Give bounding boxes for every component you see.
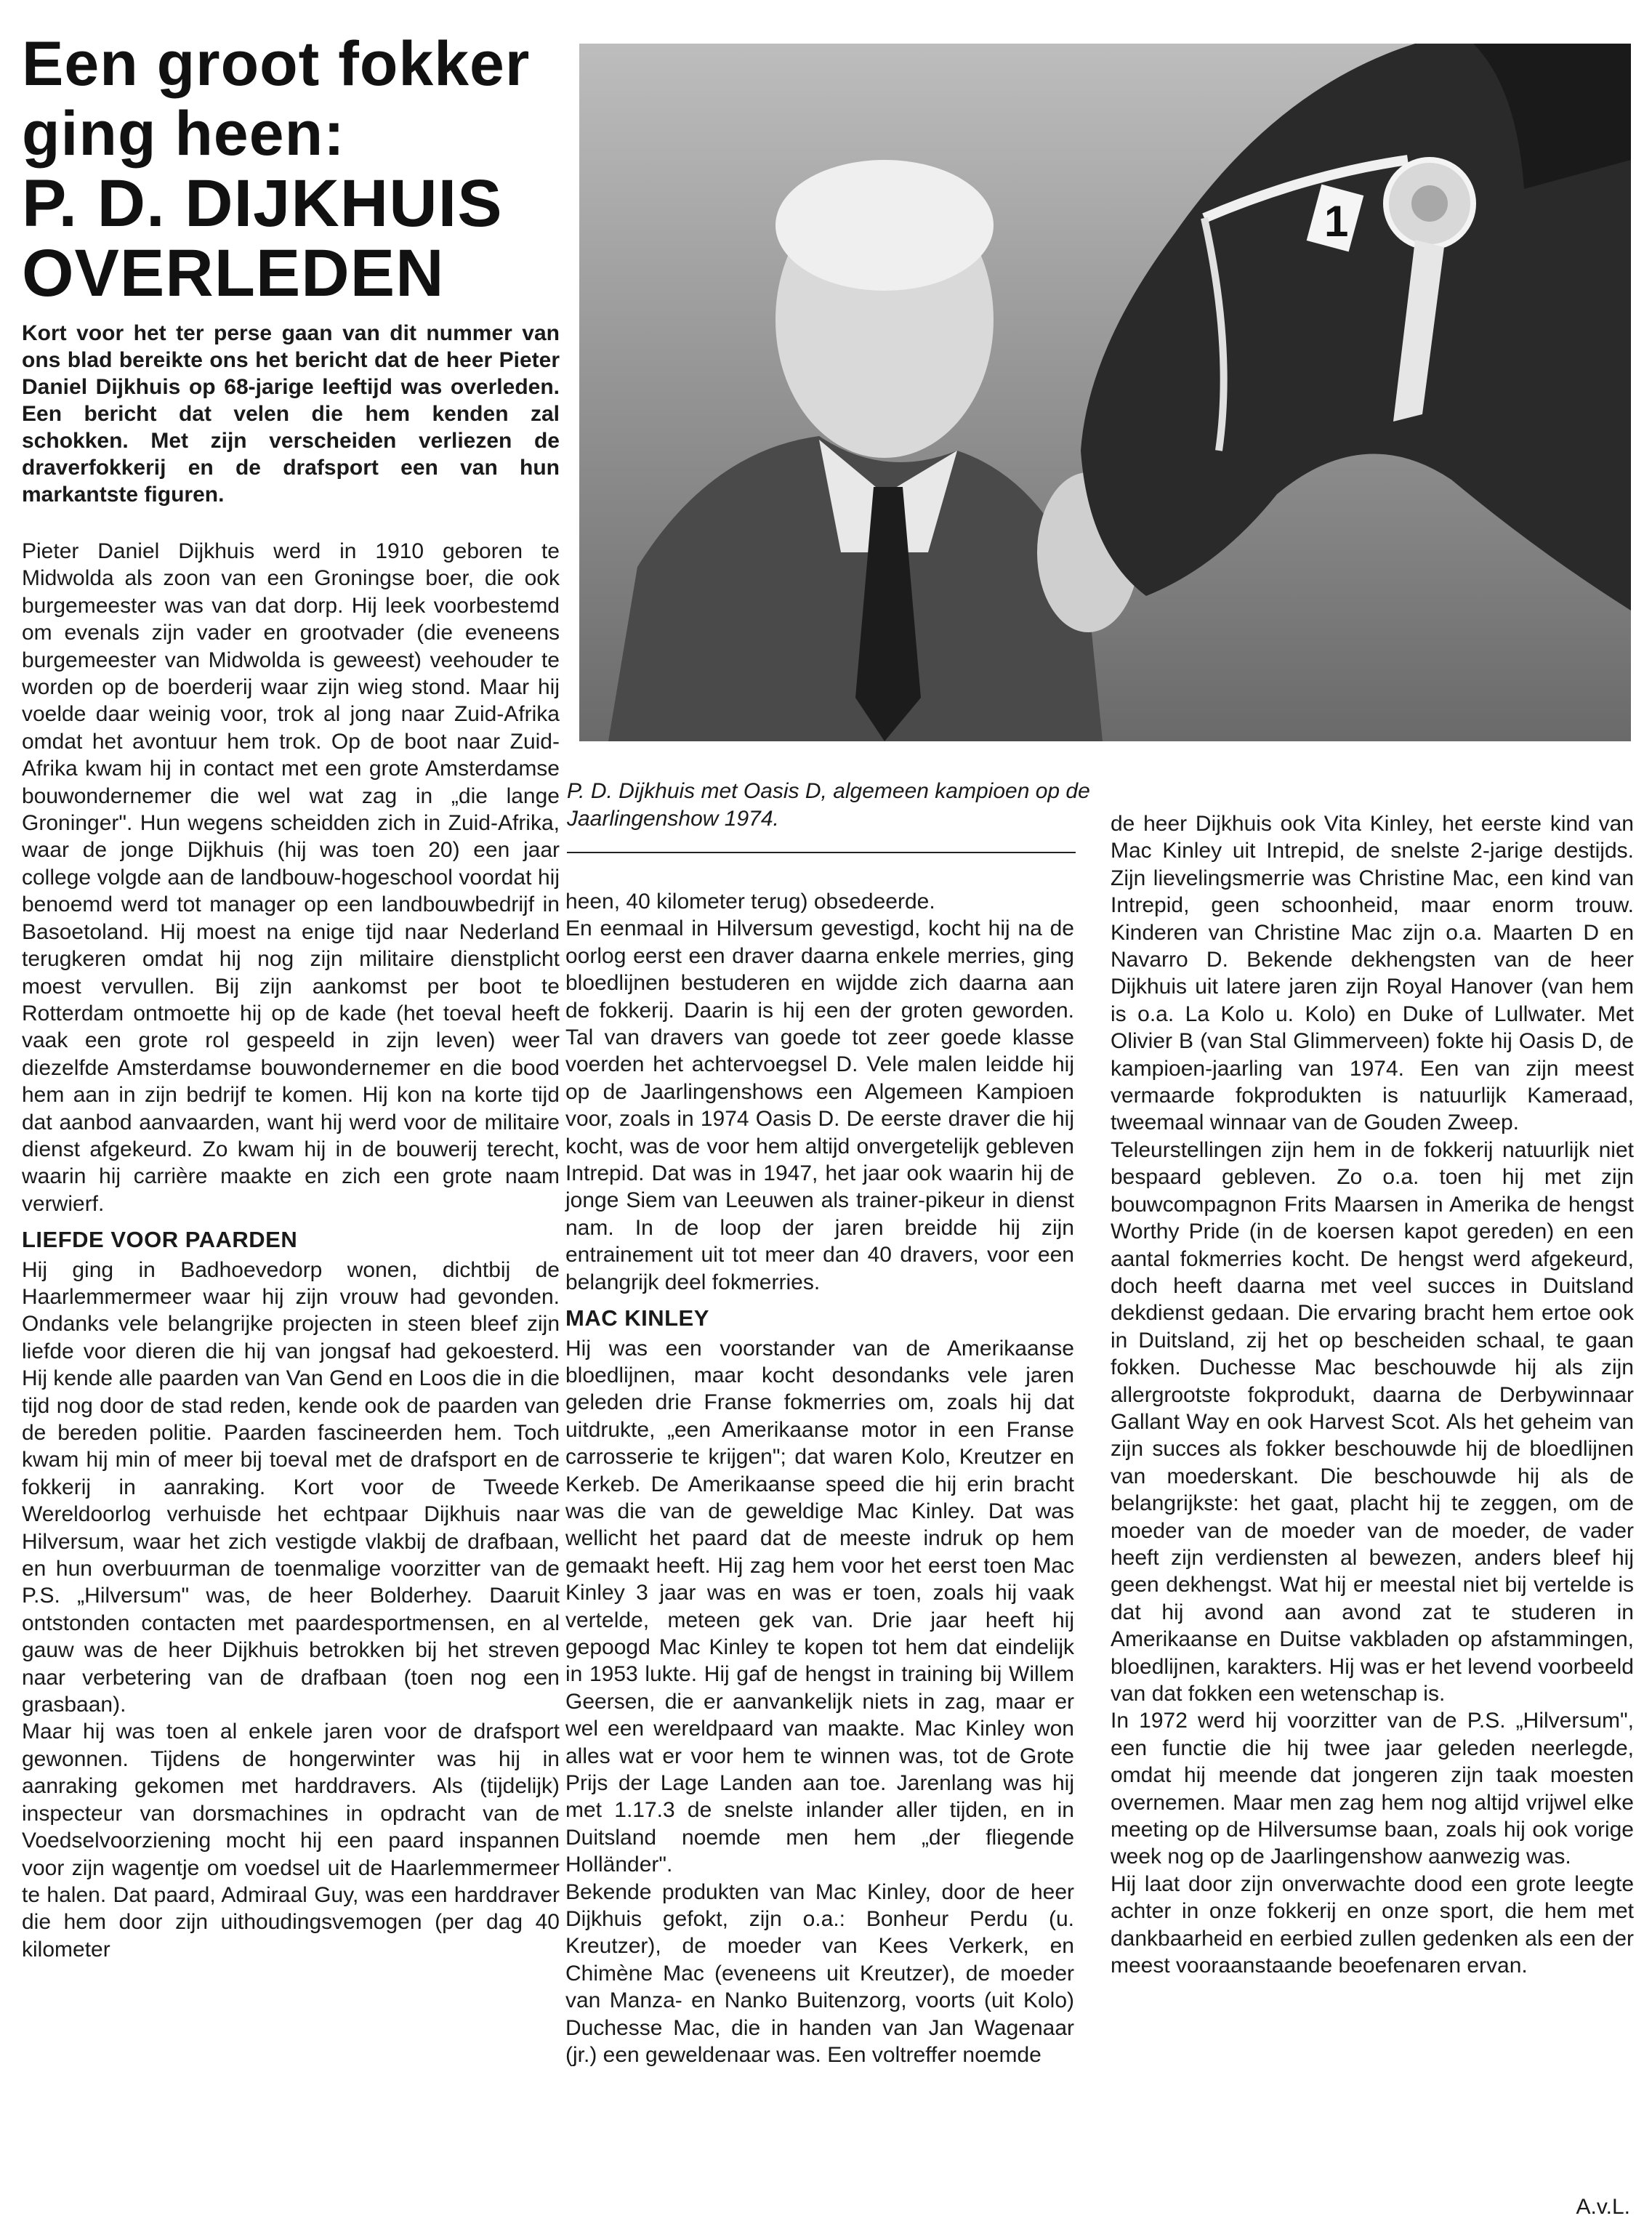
col3-paragraph-3: In 1972 werd hij voorzitter van de P.S. „Hilversum", een functie die hij twee jaar geleden neerlegde, omdat hij meende dat jongeren zijn taak moesten overnemen. Maar men zag hem nog altijd vrijwel elke meeting op de Hilversumse baan, zoals hij ook vorige week nog op de Jaarlingenshow aanwezig was. <box>1111 1709 1634 1869</box>
headline-line-1: Een groot fokker <box>22 29 531 99</box>
column-1 <box>22 538 560 1963</box>
headline-line-4: OVERLEDEN <box>22 236 445 310</box>
col3-paragraph-4: Hij laat door zijn onverwachte dood een grote leegte achter in onze fokkerij en onze sport, die hem met dankbaarheid en eerbied zullen gedenken als een der meest vooraanstaande beoefenaren ervan. <box>1111 1871 1634 1978</box>
horse-number-tag: 1 <box>1324 197 1349 246</box>
intro-paragraph: Kort voor het ter perse gaan van dit nummer van ons blad bereikte ons het bericht dat de heer Pieter Daniel Dijkhuis op 68-jarige leeftijd was overleden. Een bericht dat velen die hem kenden zal schokken. Met zijn verscheiden verliezen de draverfokkerij en de drafsport een van hun markantste figuren. <box>22 321 560 507</box>
col1-paragraph-1: Pieter Daniel Dijkhuis werd in 1910 geboren te Midwolda als zoon van een Groningse boer, die ook burgemeester was van dat dorp. Hij leek voorbestemd om evenals zijn vader en grootvader (die eveneens burgemeester van Midwolda is geweest) veehouder te worden op de boerderij waar zijn wieg stond. Maar hij voelde daar weinig voor, trok al jong naar Zuid-Afrika omdat het avontuur hem trok. Op de boot naar Zuid-Afrika kwam hij in contact met een grote Amsterdamse bouwondernemer die wel wat zag in „die lange Groninger". Hun wegens scheidden zich in Zuid-Afrika, waar de jonge Dijkhuis (hij was toen 20) een jaar college volgde aan de landbouw-hogeschool voordat hij benoemd werd tot manager op een landbouwbedrijf in Basoetoland. Hij moest na enige tijd naar Nederland terugkeren omdat hij nog zijn militaire dienstplicht moest vervullen. Bij zijn aankomst per boot te Rotterdam ontmoette hij op de kade (het toeval heeft vaak een grote rol gespeeld in zijn leven) weer diezelfde Amsterdamse bouwondernemer en die bood hem aan in zijn bedrijf te komen. Hij kon na korte tijd dat aanbod aanvaarden, want hij werd voor de militaire dienst afgekeurd. Zo kwam hij in de bouwerij terecht, waarin hij carrière maakte en zich een grote naam verwierf. <box>22 539 560 1216</box>
section-heading-mac-kinley: MAC KINLEY <box>565 1305 709 1331</box>
col1-paragraph-2: Hij ging in Badhoevedorp wonen, dichtbij de Haarlemmermeer waar hij zijn vrouw had gevonden. Ondanks vele belangrijke projecten in steen bleef zijn liefde voor dieren die hij van jongsaf had gekoesterd. Hij kende alle paarden van Van Gend en Loos die in die tijd nog door de stad reden, kende ook de paarden van de bereden politie. Paarden fascineerden hem. Toch kwam hij min of meer bij toeval met de drafsport en de fokkerij in aanraking. Kort voor de Tweede Wereldoorlog verhuisde het echtpaar Dijkhuis naar Hilversum, waar het zich vestigde vlakbij de drafbaan, en hun overbuurman de toenmalige voorzitter van de P.S. „Hilversum" was, de heer Bolderhey. Daaruit ontstonden contacten met paardesportmensen, en al gauw was de heer Dijkhuis betrokken bij het streven naar verbetering van de drafbaan (toen nog een grasbaan). <box>22 1257 560 1717</box>
col3-paragraph-2: Teleurstellingen zijn hem in de fokkerij natuurlijk niet bespaard gebleven. Zo o.a. toen hij met zijn bouwcompagnon Frits Maarsen in Amerika de hengst Worthy Pride (in de koersen kapot gereden) en een aantal fokmerries kocht. De hengst werd afgekeurd, doch heeft daarna met veel succes in Duitsland dekdienst gedaan. Die ervaring bracht hem ertoe ook in Duitsland, zij het op bescheiden schaal, te gaan fokken. Duchesse Mac beschouwde hij als zijn allergrootste fokprodukt, daarna de Derbywinnaar Gallant Way en ook Harvest Scot. Als het geheim van zijn succes als fokker beschouwde hij de bloedlijnen van moederskant. Die beschouwde hij als de belangrijkste: het gaat, placht hij te zeggen, om de moeder van de moeder van de moeder, de vader heeft zijn verdiensten al bewezen, anders bleef hij geen dekhengst. Wat hij er meestal niet bij vertelde is dat hij avond aan avond zat te studeren in Amerikaanse en Duitse vakbladen op afstammingen, bloedlijnen, karakters. Hij was er het levend voorbeeld van dat fokken een wetenschap is. <box>1111 1137 1634 1706</box>
col2-paragraph-1: heen, 40 kilometer terug) obsedeerde. <box>565 890 935 914</box>
section-heading-liefde-voor-paarden: LIEFDE VOOR PAARDEN <box>22 1227 298 1253</box>
col3-paragraph-1: de heer Dijkhuis ook Vita Kinley, het eerste kind van Mac Kinley uit Intrepid, de snelste 2-jarige destijds. Zijn lievelingsmerrie was Christine Mac, een kind van Intrepid, geen schoonheid, maar enorm trouw. Kinderen van Christine Mac zijn o.a. Maarten D en Navarro D. Bekende dekhengsten van de heer Dijkhuis uit latere jaren zijn Royal Hanover (van hem is o.a. La Kolo u. Kolo) en Duke of Lullwater. Met Olivier B (van Stal Glimmerveen) fokte hij Oasis D, de kampioen-jaarling van 1974. Een van zijn meest vermaarde fokprodukten is natuurlijk Kameraad, tweemaal winnaar van de Gouden Zweep. <box>1111 812 1634 1135</box>
col2-paragraph-3: Hij was een voorstander van de Amerikaanse bloedlijnen, maar kocht desondanks vele jaren geleden drie Franse fokmerries om, zoals hij dat uitdrukte, „een Amerikaanse motor in een Franse carrosserie te krijgen"; dat waren Kolo, Kreutzer en Kerkeb. De Amerikaanse speed die hij erin bracht was die van de geweldige Mac Kinley. Dat was wellicht het paard dat de meeste indruk op hem gemaakt heeft. Hij zag hem voor het eerst toen Mac Kinley 3 jaar was en was er toen, zoals hij vaak vertelde, meteen gek van. Drie jaar heeft hij gepoogd Mac Kinley te kopen tot hem dat eindelijk in 1953 lukte. Hij gaf de hengst in training bij Willem Geersen, die er aanvankelijk niets in zag, maar er wel een wereldpaard van maakte. Mac Kinley won alles wat er voor hem te winnen was, tot de Grote Prijs der Lage Landen aan toe. Jarenlang was hij met 1.17.3 de snelste inlander aller tijden, en in Duitsland noemde men hem „der fliegende Holländer". <box>565 1336 1074 1877</box>
col1-paragraph-3: Maar hij was toen al enkele jaren voor de drafsport gewonnen. Tijdens de hongerwinter was hij in aanraking gekomen met harddravers. Als (tijdelijk) inspecteur van dorsmachines in opdracht van de Voedselvoorziening mocht hij een paard inspannen voor zijn wagentje om voedsel uit de Haarlemmermeer te halen. Dat paard, Admiraal Guy, was een harddraver die hem door zijn uithoudingsvemogen (per dag 40 kilometer <box>22 1720 560 1962</box>
headline <box>22 29 567 308</box>
author-signature: A.v.L. <box>1576 2195 1630 2219</box>
headline-line-2: ging heen: <box>22 99 345 169</box>
col2-paragraph-2: En eenmaal in Hilversum gevestigd, kocht hij na de oorlog eerst een draver daarna enkele merries, ging bloedlijnen bestuderen en wijdde zich daarna aan de fokkerij. Daarin is hij een der groten geworden. Tal van dravers van goede tot zeer goede klasse voerden het achtervoegsel D. Vele malen leidde hij op de Jaarlingenshows een Algemeen Kampioen voor, zoals in 1974 Oasis D. De eerste draver die hij kocht, was de voor hem altijd onvergetelijk gebleven Intrepid. Dat was in 1947, het jaar ook waarin hij de jonge Siem van Leeuwen als trainer-pikeur in dienst nam. In de loop der jaren breidde hij zijn entrainement uit tot meer dan 40 dravers, voor een belangrijk deel fokmerries. <box>565 916 1074 1294</box>
column-2 <box>565 888 1074 2068</box>
headline-line-3: P. D. DIJKHUIS <box>22 166 503 241</box>
photo-dijkhuis-with-horse <box>579 44 1631 741</box>
photo-caption: P. D. Dijkhuis met Oasis D, algemeen kampioen op de Jaarlingenshow 1974. <box>567 779 1090 831</box>
column-3 <box>1111 810 1634 1979</box>
caption-divider <box>567 852 1076 853</box>
col2-paragraph-4: Bekende produkten van Mac Kinley, door de heer Dijkhuis gefokt, zijn o.a.: Bonheur Perdu (u. Kreutzer), de moeder van Kees Verkerk, en Chimène Mac (eveneens uit Kreutzer), de moeder van Manza- en Nanko Buitenzorg, voorts (uit Kolo) Duchesse Mac, die in handen van Jan Wagenaar (jr.) een geweldenaar was. Een voltreffer noemde <box>565 1879 1074 2068</box>
